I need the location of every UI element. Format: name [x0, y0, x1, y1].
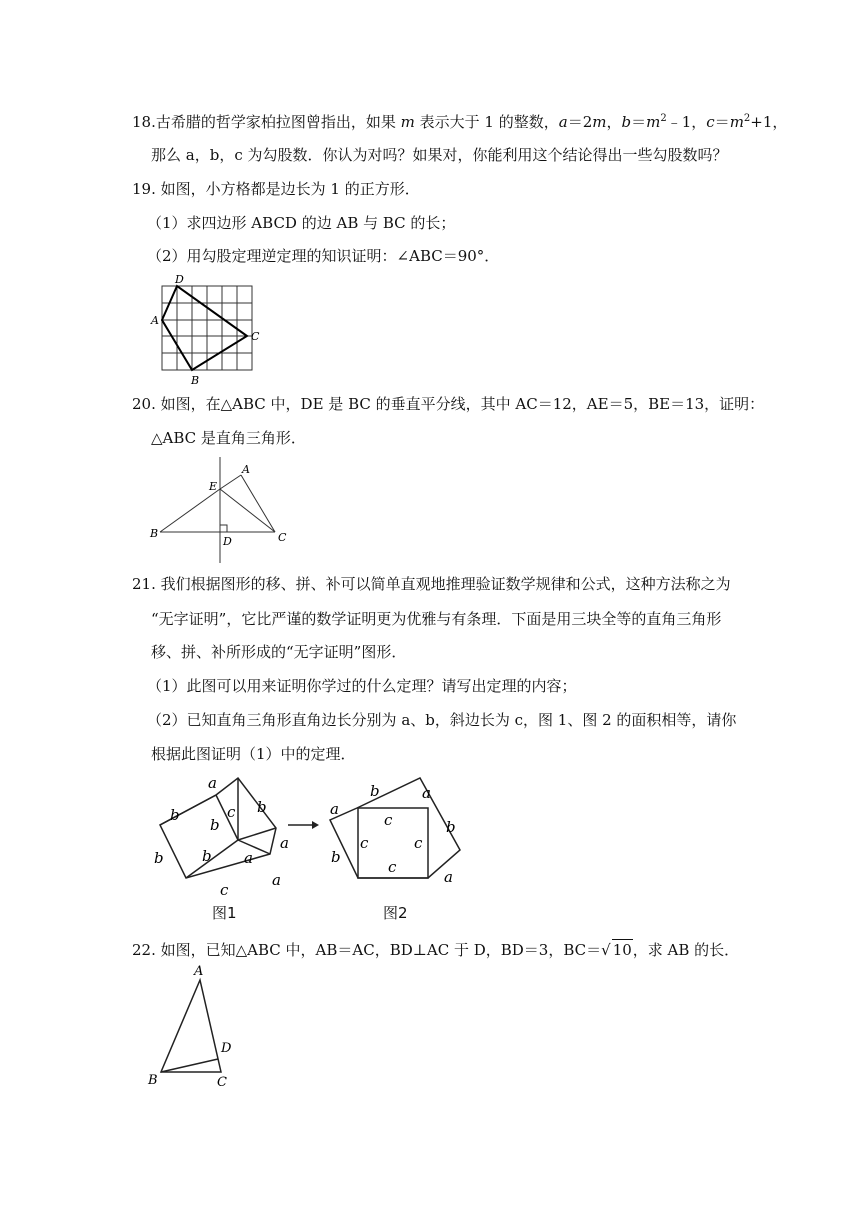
q22-radicand: 10 [612, 941, 632, 959]
q21-part2b: 根据此图证明（1）中的定理． [151, 745, 356, 763]
q21-fig2-label: c [360, 834, 369, 852]
q19-label-b: B [191, 374, 200, 387]
q19-part2: （2）用勾股定理逆定理的知识证明：∠ABC＝90°． [147, 247, 500, 265]
q21-fig2-label: a [422, 784, 431, 802]
q19-label-a: A [151, 314, 159, 327]
q21-fig2-label: c [388, 858, 397, 876]
q20-line2: △ABC 是直角三角形． [151, 429, 306, 447]
q21-fig1-label: a [280, 834, 289, 852]
q22-label-c: C [217, 1075, 227, 1090]
q18-line1 [132, 112, 787, 132]
q21-line1: 21. 我们根据图形的移、拼、补可以简单直观地推理验证数学规律和公式，这种方法称之为 [132, 575, 731, 593]
q21-fig1-label: a [244, 849, 253, 867]
q19-intro: 19. 如图，小方格都是边长为 1 的正方形． [132, 180, 420, 198]
q18-text1: 古希腊的哲学家柏拉图曾指出，如果 m 表示大于 1 的整数，a＝2m，$b=m^2﹣1$，$c=m^2+1$， [155, 113, 788, 131]
q21-fig1-label: b [210, 816, 220, 834]
q21-line2: “无字证明”，它比严谨的数学证明更为优雅与有条理．下面是用三块全等的直角三角形 [151, 610, 722, 628]
q22-label-d: D [221, 1041, 232, 1056]
q22-label-a: A [194, 964, 204, 979]
q20-line1: 20. 如图，在△ABC 中，DE 是 BC 的垂直平分线，其中 AC＝12，AE＝5，BE＝13，证明： [132, 395, 765, 413]
q20-label-c: C [278, 531, 287, 544]
q21-fig2-label: a [330, 800, 339, 818]
q21-fig1-label: a [208, 774, 217, 792]
q21-line3: 移、拼、补所形成的“无字证明”图形． [151, 643, 407, 661]
q21-fig1-label: c [220, 881, 229, 899]
q19-part1: （1）求四边形 ABCD 的边 AB 与 BC 的长； [147, 214, 456, 232]
q20-label-b: B [150, 527, 159, 540]
q21-fig1-label: b [154, 849, 164, 867]
q21-fig1-label: a [272, 871, 281, 889]
q19-label-c: C [251, 330, 260, 343]
q21-fig2-caption: 图2 [383, 904, 408, 922]
q19-label-d: D [175, 273, 184, 286]
q21-arrow-icon [286, 818, 320, 832]
q22-triangle-figure [143, 960, 253, 1090]
q21-fig2-label: a [444, 868, 453, 886]
q21-part1: （1）此图可以用来证明你学过的什么定理？请写出定理的内容； [147, 677, 577, 695]
q20-label-e: E [209, 480, 218, 493]
q19-grid-figure [145, 272, 270, 387]
q21-fig2-label: b [446, 818, 456, 836]
q18-number: 18. [132, 113, 156, 131]
q18-line2: 那么 a，b，c 为勾股数．你认为对吗？如果对，你能利用这个结论得出一些勾股数吗？ [151, 146, 728, 164]
q21-fig1-label: b [257, 798, 267, 816]
q22-line: 22. 如图，已知△ABC 中，AB＝AC，BD⊥AC 于 D，BD＝3，BC＝√ 10，求 AB 的长． [132, 941, 740, 959]
q20-triangle-figure [145, 455, 295, 567]
q21-fig1-caption: 图1 [212, 904, 237, 922]
q21-fig2-label: b [370, 782, 380, 800]
q21-figure-2 [322, 770, 472, 900]
q21-fig1-label: b [202, 847, 212, 865]
q21-part2a: （2）已知直角三角形直角边长分别为 a、b，斜边长为 c，图 1、图 2 的面积相等，请你 [147, 711, 737, 729]
sqrt-sign: √ [601, 941, 611, 959]
q21-fig2-label: c [414, 834, 423, 852]
q21-fig1-label: c [227, 803, 236, 821]
q21-figure-1 [148, 770, 298, 900]
q20-label-a: A [242, 463, 250, 476]
q22-label-b: B [148, 1073, 158, 1088]
q20-label-d: D [223, 535, 232, 548]
q21-fig2-label: c [384, 811, 393, 829]
q21-fig2-label: b [331, 848, 341, 866]
q21-fig1-label: b [170, 806, 180, 824]
